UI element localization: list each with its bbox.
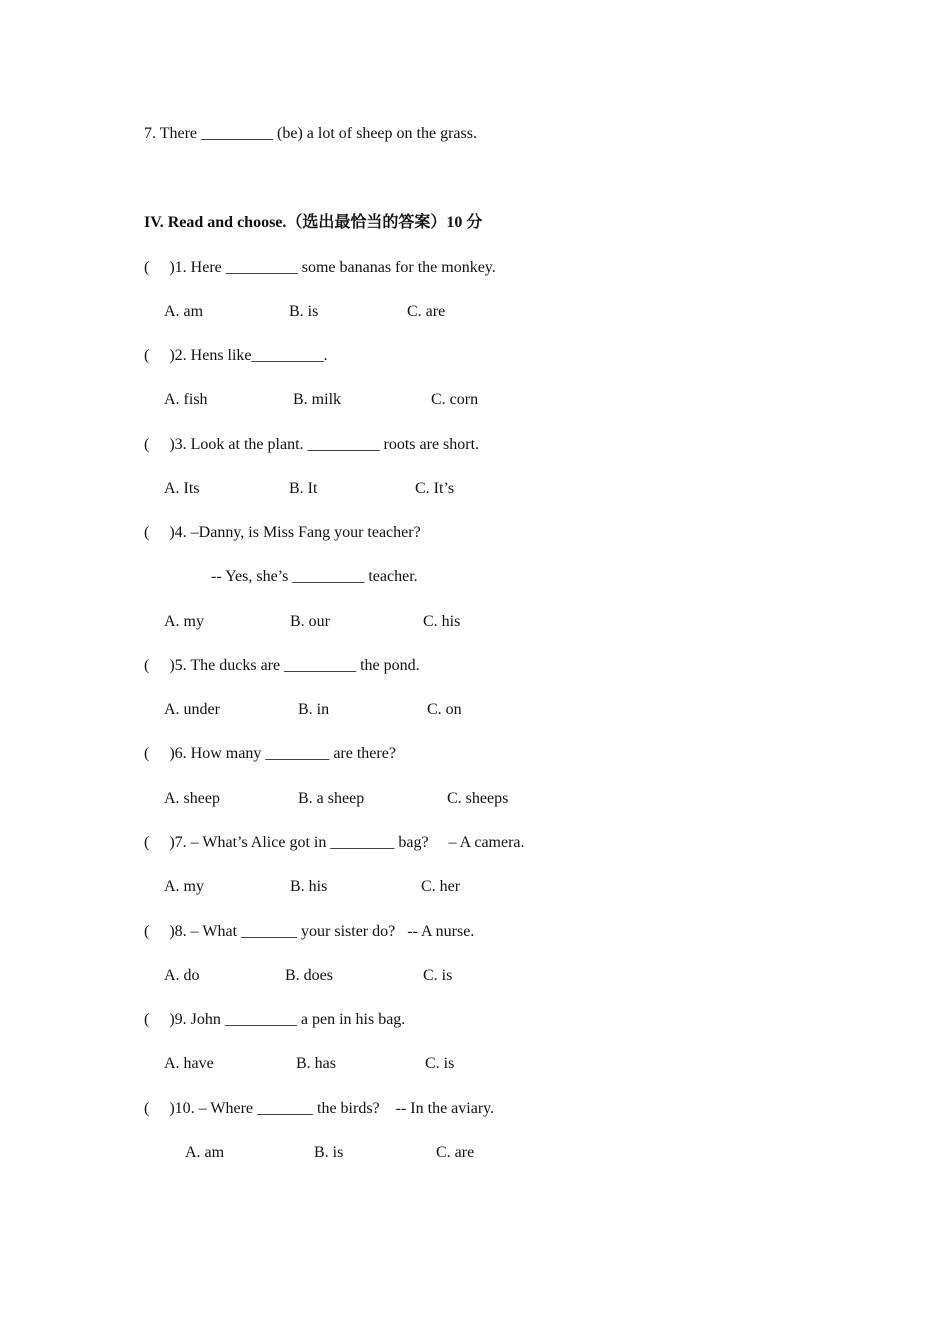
question-5-option-b: B. in [298,701,330,718]
question-1-option-c: C. are [407,303,446,320]
question-3-option-b: B. It [289,480,318,497]
question-9-stem: ( )9. John _________ a pen in his bag. [144,1011,406,1028]
question-5-stem: ( )5. The ducks are _________ the pond. [144,657,420,674]
question-2-option-c: C. corn [431,391,479,408]
previous-question-7: 7. There _________ (be) a lot of sheep on the grass. [144,125,477,142]
question-3-option-c: C. It’s [415,480,455,497]
question-4-option-a: A. my [164,613,204,630]
question-8-option-a: A. do [164,967,200,984]
question-5-option-c: C. on [427,701,462,718]
question-9-option-c: C. is [425,1055,455,1072]
question-2-option-a: A. fish [164,391,208,408]
section-title: IV. Read and choose.（选出最恰当的答案）10 分 [144,214,483,231]
question-7-option-a: A. my [164,878,204,895]
question-10-option-c: C. are [436,1144,475,1161]
question-4-option-b: B. our [290,613,330,630]
question-10-stem: ( )10. – Where _______ the birds? -- In the aviary. [144,1100,495,1117]
question-2-option-b: B. milk [293,391,342,408]
question-6-option-a: A. sheep [164,790,220,807]
question-4-stem: ( )4. –Danny, is Miss Fang your teacher? [144,524,421,541]
question-7-option-c: C. her [421,878,461,895]
question-7-option-b: B. his [290,878,328,895]
question-8-stem: ( )8. – What _______ your sister do? -- A nurse. [144,923,475,940]
question-1-option-b: B. is [289,303,319,320]
question-8-option-c: C. is [423,967,453,984]
question-3-option-a: A. Its [164,480,200,497]
question-4-option-c: C. his [423,613,461,630]
question-8-option-b: B. does [285,967,333,984]
question-5-option-a: A. under [164,701,220,718]
question-7-stem: ( )7. – What’s Alice got in ________ bag? – A camera. [144,834,525,851]
question-6-option-b: B. a sheep [298,790,365,807]
question-9-option-b: B. has [296,1055,336,1072]
question-6-stem: ( )6. How many ________ are there? [144,745,396,762]
question-1-option-a: A. am [164,303,204,320]
question-10-option-b: B. is [314,1144,344,1161]
question-6-option-c: C. sheeps [447,790,509,807]
question-1-stem: ( )1. Here _________ some bananas for the monkey. [144,259,496,276]
question-10-option-a: A. am [185,1144,225,1161]
question-3-stem: ( )3. Look at the plant. _________ roots are short. [144,436,480,453]
question-4-stem-reply: -- Yes, she’s _________ teacher. [211,568,418,585]
question-9-option-a: A. have [164,1055,214,1072]
question-2-stem: ( )2. Hens like_________. [144,347,328,364]
